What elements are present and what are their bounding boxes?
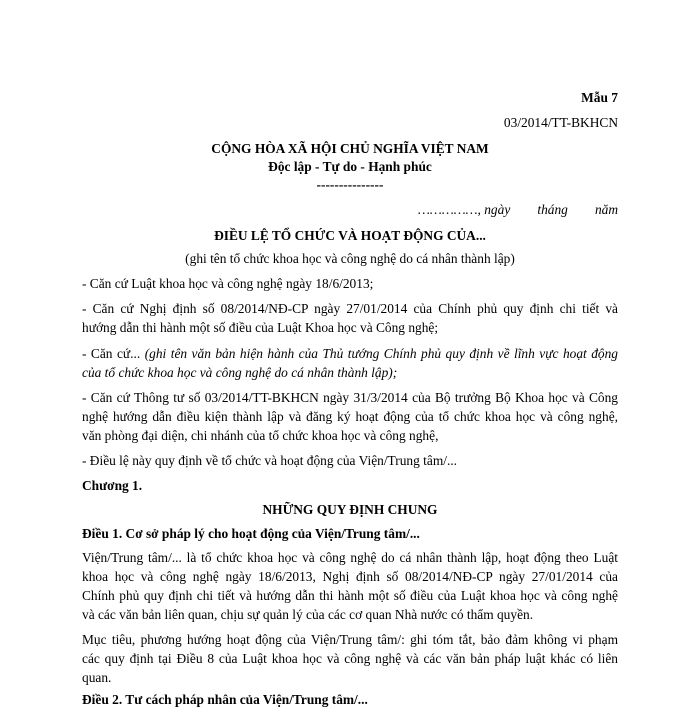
preamble-item-4-line-1: - Căn cứ Thông tư số 03/2014/TT-BKHCN ngày 31/3/2014 của Bộ trưởng Bộ Khoa học và Công <box>82 390 618 405</box>
header-separator: --------------- <box>316 177 384 192</box>
preamble-item-2-line-1: - Căn cứ Nghị định số 08/2014/NĐ-CP ngày 27/01/2014 của Chính phủ quy định chi tiết và <box>82 301 618 316</box>
preamble-item-3-prefix: - Căn cứ... <box>82 346 141 361</box>
date-month: tháng <box>537 202 568 217</box>
article-1-heading: Điều 1. Cơ sở pháp lý cho hoạt động của Viện/Trung tâm/... <box>82 526 420 541</box>
article-1-para-2-line-3: quan. <box>82 670 112 685</box>
article-1-para-2-line-1: Mục tiêu, phương hướng hoạt động của Viện/Trung tâm/: ghi tóm tắt, bảo đảm không vi phạm <box>82 632 618 647</box>
document-page <box>82 0 618 707</box>
form-number: Mẫu 7 <box>581 90 618 105</box>
date-year: năm <box>594 202 618 217</box>
preamble-item-3-line-1 <box>82 344 618 363</box>
article-1-para-1-line-3: Chính phủ quy định chi tiết và hướng dẫn thi hành một số điều của Luật khoa học và công nghệ <box>82 588 618 603</box>
chapter-label: Chương 1. <box>82 478 143 493</box>
document-title: ĐIỀU LỆ TỔ CHỨC VÀ HOẠT ĐỘNG CỦA... <box>214 228 486 243</box>
preamble-item-1: - Căn cứ Luật khoa học và công nghệ ngày 18/6/2013; <box>82 276 374 291</box>
chapter-title: NHỮNG QUY ĐỊNH CHUNG <box>262 502 438 517</box>
article-1-para-1-line-2: khoa học và công nghệ ngày 18/6/2013, Nghị định số 08/2014/NĐ-CP ngày 27/01/2014 của <box>82 569 618 584</box>
national-motto: Độc lập - Tự do - Hạnh phúc <box>268 159 432 174</box>
circular-reference: 03/2014/TT-BKHCN <box>503 115 618 130</box>
preamble-item-3-line-2: của tổ chức khoa học và công nghệ do cá nhân thành lập); <box>82 365 398 380</box>
country-name: CỘNG HÒA XÃ HỘI CHỦ NGHĨA VIỆT NAM <box>211 141 489 156</box>
preamble-item-5: - Điều lệ này quy định về tổ chức và hoạt động của Viện/Trung tâm/... <box>82 453 457 468</box>
document-subtitle: (ghi tên tổ chức khoa học và công nghệ do cá nhân thành lập) <box>185 251 515 266</box>
article-1-para-2-line-2: các quy định tại Điều 8 của Luật khoa học và công nghệ và các văn bản pháp luật khác có liên <box>82 651 618 666</box>
preamble-item-4-line-3: văn phòng đại diện, chi nhánh của tổ chức khoa học và công nghệ, <box>82 428 439 443</box>
date-place: ……………, ngày <box>418 202 511 217</box>
preamble-item-3-italic: (ghi tên văn bản hiện hành của Thủ tướng Chính phủ quy định về lĩnh vực hoạt động <box>144 346 618 361</box>
article-1-para-1-line-1: Viện/Trung tâm/... là tổ chức khoa học và công nghệ do cá nhân thành lập, hoạt động theo Luật <box>82 550 618 565</box>
article-1-para-1-line-4: và các văn bản liên quan, chịu sự quản lý của các cơ quan Nhà nước có thẩm quyền. <box>82 607 534 622</box>
article-2-heading: Điều 2. Tư cách pháp nhân của Viện/Trung tâm/... <box>82 692 368 707</box>
date-place-line <box>418 200 618 219</box>
preamble-item-2-line-2: hướng dẫn thi hành một số điều của Luật Khoa học và Công nghệ; <box>82 320 439 335</box>
preamble-item-4-line-2: nghệ hướng dẫn điều kiện thành lập và đăng ký hoạt động của tổ chức khoa học và công nghệ, <box>82 409 618 424</box>
